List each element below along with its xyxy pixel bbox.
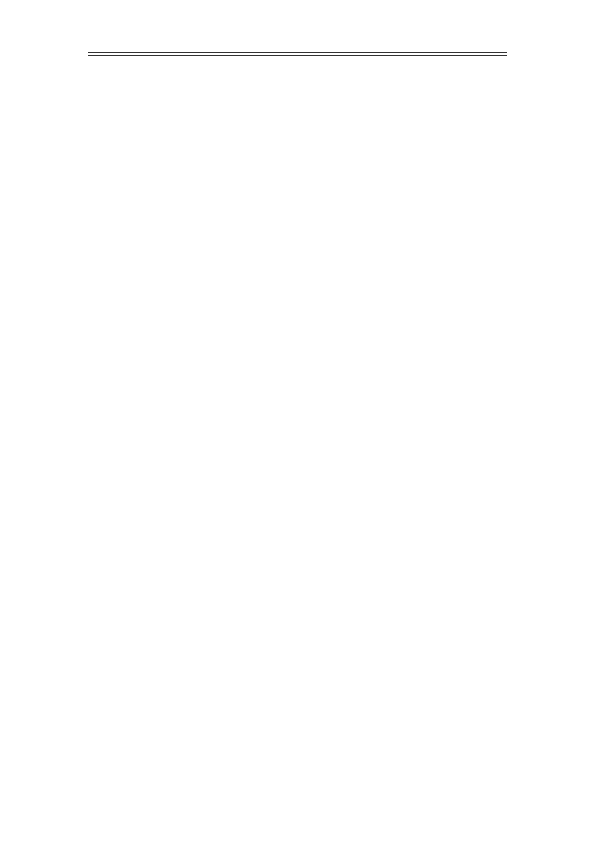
header-rule bbox=[88, 52, 507, 56]
document-code bbox=[501, 36, 507, 46]
